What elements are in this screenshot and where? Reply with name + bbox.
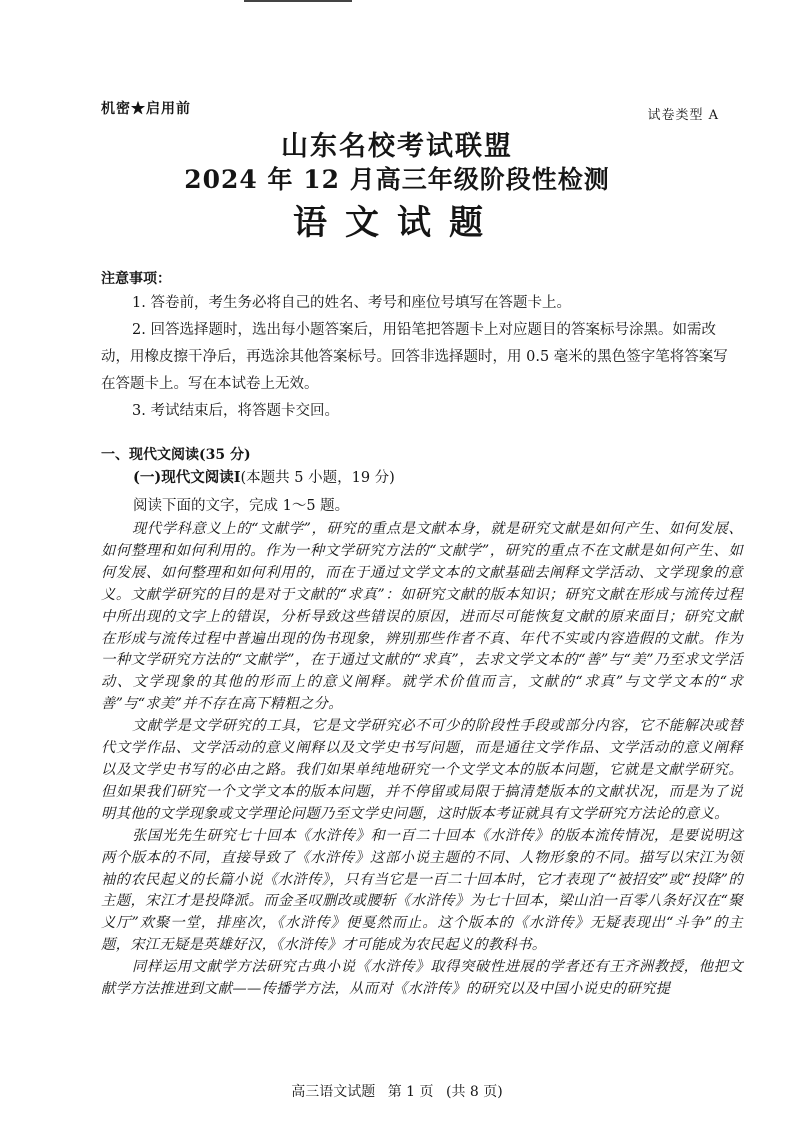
page-footer	[0, 1081, 794, 1101]
exam-union-title: 山东名校考试联盟	[281, 131, 513, 162]
article-paragraph: 文献学是文学研究的工具，它是文学研究必不可少的阶段性手段或部分内容，它不能解决或替代文学作品、文学活动的意义阐释以及文学史书写问题，而是通往文学作品、文学活动的意义阐释以及文学史书写的必由之路。我们如果单纯地研究一个文学文本的版本问题，它就是文献学研究。但如果我们研究一个文学文本的版本问题，并不停留或局限于搞清楚版本的文献状况，而是为了说明其他的文学现象或文学理论问题乃至文学史问题，这时版本考证就具有文学研究方法论的意义。	[101, 718, 743, 822]
paper-type-label: 试卷类型 A	[647, 108, 719, 123]
section-heading: 一、现代文阅读(35 分)	[101, 447, 251, 463]
subsection-title: (一)现代文阅读Ⅰ	[133, 469, 241, 486]
footer-page-total: (共 8 页)	[445, 1084, 503, 1100]
subsection-heading	[133, 466, 395, 487]
article-paragraph: 张国光先生研究七十回本《水浒传》和一百二十回本《水浒传》的版本流传情况，是要说明这两个版本的不同，直接导致了《水浒传》这部小说主题的不同、人物形象的不同。描写以宋江为领袖的农民起义的长篇小说《水浒传》，只有当它是一百二十回本时，它才表现了“被招安”或“投降”的主题，宋江才是投降派。而金圣叹删改或腰斩《水浒传》为七十回本，梁山泊一百零八条好汉在“聚义厅”欢聚一堂，排座次，《水浒传》便戛然而止。这个版本的《水浒传》无疑表现出“斗争”的主题，宋江无疑是英雄好汉，《水浒传》才可能成为农民起义的教科书。	[101, 827, 743, 954]
footer-page-number: 第 1 页	[387, 1084, 434, 1100]
reading-article	[101, 519, 743, 1001]
notes-heading: 注意事项：	[101, 271, 171, 287]
subject-title: 语文试题	[293, 203, 501, 243]
top-edge-mark	[244, 0, 352, 2]
subsection-meta: (本题共 5 小题，19 分)	[240, 470, 395, 486]
article-paragraph: 现代学科意义上的“文献学”，研究的重点是文献本身，就是研究文献是如何产生、如何发展、如何整理和如何利用的。作为一种文学研究方法的“文献学”，研究的重点不在文献是如何产生、如何发展、如何整理和如何利用的，而在于通过文学文本的文献基础去阐释文学活动、文学现象的意义。文献学研究的目的是对于文献的“求真”：如研究文献的版本知识；研究文献在形成与流传过程中所出现的文字上的错误，分析导致这些错误的原因，进而尽可能恢复文献的原来面目；研究文献在形成与流传过程中普遍出现的伪书现象，辨别那些作者不真、年代不实或内容造假的文献。作为一种文学研究方法的“文献学”，在于通过文献的“求真”，去求文学文本的“善”与“美”乃至求文学活动、文学现象的其他的形而上的意义阐释。就学术价值而言，文献的“求真”与文学文本的“求善”与“求美”并不存在高下精粗之分。	[101, 521, 743, 713]
reading-instruction: 阅读下面的文字，完成 1～5 题。	[133, 498, 350, 514]
exam-name-title: 2024 年 12 月高三年级阶段性检测	[184, 165, 610, 194]
note-item: 2. 回答选择题时，选出每小题答案后，用铅笔把答题卡上对应题目的答案标号涂黑。如需改动，用橡皮擦干净后，再选涂其他答案标号。回答非选择题时，用 0.5 毫米的黑色签字笔将答案写在答题卡上。写在本试卷上无效。	[101, 322, 728, 392]
note-item: 1. 答卷前，考生务必将自己的姓名、考号和座位号填写在答题卡上。	[132, 295, 571, 311]
article-paragraph: 同样运用文献学方法研究古典小说《水浒传》取得突破性进展的学者还有王齐洲教授，他把文献学方法推进到文献——传播学方法，从而对《水浒传》的研究以及中国小说史的研究提	[101, 959, 743, 998]
confidential-label: 机密★启用前	[101, 101, 191, 117]
note-item: 3. 考试结束后，将答题卡交回。	[132, 403, 339, 419]
notes-list	[101, 290, 741, 425]
footer-subject: 高三语文试题	[291, 1084, 376, 1100]
